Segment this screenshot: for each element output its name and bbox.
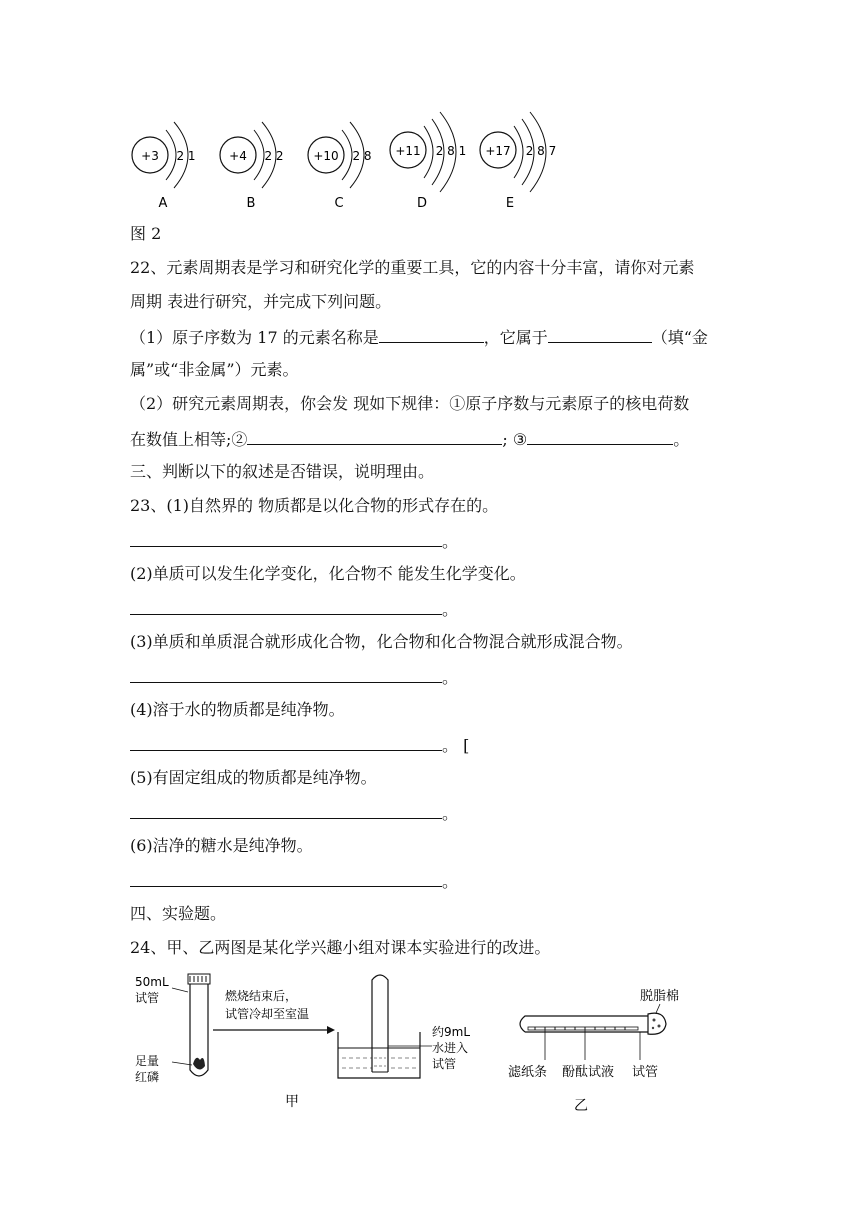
end-mark: 。: [442, 872, 459, 891]
q23-item-3: (3)单质和单质混合就形成化合物，化合物和化合物混合就形成混合物。: [130, 632, 633, 651]
fig-jia-phosphorus-2: 红磷: [135, 1070, 160, 1084]
q23-item-6: (6)洁净的糖水是纯净物。: [130, 836, 313, 855]
atom-d-label: D: [416, 196, 428, 211]
q23-answer-5: [130, 802, 458, 824]
q23-item-2: (2)单质可以发生化学变化，化合物不 能发生化学变化。: [130, 564, 526, 583]
arrow-right-icon: [327, 1026, 335, 1034]
q22-line2: 周期 表进行研究，并完成下列问题。: [130, 292, 392, 311]
fig-yi-cotton: 脱脂棉: [640, 989, 680, 1004]
answer-blank[interactable]: [130, 870, 442, 887]
q22-part2-line2: [130, 428, 689, 450]
atom-d: [390, 112, 466, 192]
q23-answer-6: [130, 870, 458, 892]
fig-jia-water-3: 试管: [432, 1057, 457, 1071]
atom-c-nucleus: +10: [313, 149, 339, 163]
atom-a-label: A: [158, 196, 168, 211]
fig-jia-arrow-text-1: 燃烧结束后，: [225, 989, 298, 1003]
fig-yi-filter: 滤纸条: [508, 1065, 548, 1080]
end-mark: 。: [442, 532, 459, 551]
q22-part1-a: （1）原子序数为 17 的元素名称是: [130, 328, 379, 347]
fig-jia-arrow-text-2: 试管冷却至室温: [225, 1007, 310, 1021]
experiment-figures: [130, 970, 710, 1115]
fig-jia-water-2: 水进入: [432, 1041, 469, 1055]
atom-e: [480, 112, 556, 192]
fig-yi-tube: [520, 1013, 666, 1034]
q23-item-4: (4)溶于水的物质都是纯净物。: [130, 700, 345, 719]
q23-item-5: (5)有固定组成的物质都是纯净物。: [130, 768, 377, 787]
atom-c: [308, 122, 372, 188]
fig-yi-phenol: 酚酞试液: [562, 1065, 615, 1080]
q23-answer-4: [130, 734, 469, 756]
q22-line1: 22、元素周期表是学习和研究化学的重要工具，它的内容十分丰富，请你对元素: [130, 258, 695, 277]
section-4-heading: 四、实验题。: [130, 904, 227, 923]
section-3-heading: 三、判断以下的叙述是否错误，说明理由。: [130, 462, 435, 481]
answer-blank[interactable]: [130, 598, 442, 615]
atom-a: [132, 122, 196, 188]
answer-blank[interactable]: [130, 802, 442, 819]
q22-part1-c: （填“金: [651, 328, 708, 347]
q23-item-1: 23、(1)自然界的 物质都是以化合物的形式存在的。: [130, 496, 499, 515]
atom-d-shells: 2 8 1: [435, 144, 467, 158]
atom-d-nucleus: +11: [395, 144, 421, 158]
fig-jia-tube-label-2: 试管: [135, 991, 160, 1005]
fig-yi-caption: 乙: [574, 1098, 588, 1114]
fig-jia-tube: [188, 974, 210, 1076]
answer-blank[interactable]: [247, 428, 502, 445]
fig-jia-phosphorus-1: 足量: [135, 1054, 160, 1068]
q23-answer-1: [130, 530, 458, 552]
atom-e-label: E: [505, 196, 515, 211]
atom-a-nucleus: +3: [141, 149, 159, 163]
end-mark: 。: [442, 600, 459, 619]
fig-jia-tube-label-1: 50mL: [135, 975, 169, 989]
q24-stem: 24、甲、乙两图是某化学兴趣小组对课本实验进行的改进。: [130, 938, 551, 957]
fig-jia-beaker: [338, 975, 420, 1078]
atom-c-shells: 2 8: [352, 149, 372, 163]
end-mark: 。 [: [442, 736, 470, 755]
q23-answer-3: [130, 666, 458, 688]
end-mark: 。: [442, 804, 459, 823]
atom-b: [220, 122, 284, 188]
q22-part2-end: 。: [673, 430, 690, 449]
atom-e-nucleus: +17: [485, 144, 511, 158]
q22-part2-b: ; ③: [502, 430, 528, 449]
fig-jia-caption: 甲: [285, 1094, 299, 1110]
atom-structure-diagrams: [120, 110, 580, 215]
answer-blank[interactable]: [548, 326, 652, 343]
q23-answer-2: [130, 598, 458, 620]
answer-blank[interactable]: [130, 530, 442, 547]
answer-blank[interactable]: [130, 734, 442, 751]
answer-blank[interactable]: [379, 326, 484, 343]
q22-part2-line1: （2）研究元素周期表，你会发 现如下规律：①原子序数与元素原子的核电荷数: [130, 394, 690, 413]
atom-a-shells: 2 1: [176, 149, 196, 163]
atom-e-shells: 2 8 7: [525, 144, 557, 158]
fig-yi-tube-label: 试管: [632, 1065, 659, 1080]
q22-part1-b: ，它属于: [483, 328, 548, 347]
figure-caption: 图 2: [130, 224, 162, 243]
q22-part1: [130, 326, 708, 348]
atom-b-label: B: [246, 196, 256, 211]
q22-part1-line2: 属”或“非金属”）元素。: [130, 360, 299, 379]
atom-b-nucleus: +4: [229, 149, 247, 163]
q22-part2-a: 在数值上相等;②: [130, 430, 248, 449]
end-mark: 。: [442, 668, 459, 687]
answer-blank[interactable]: [527, 428, 673, 445]
fig-jia-water-1: 约9mL: [432, 1025, 471, 1039]
atom-b-shells: 2 2: [264, 149, 284, 163]
answer-blank[interactable]: [130, 666, 442, 683]
atom-c-label: C: [334, 196, 344, 211]
